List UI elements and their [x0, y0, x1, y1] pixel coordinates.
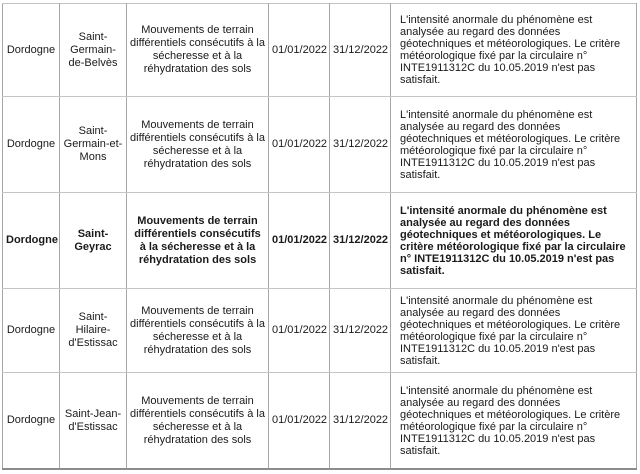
cell-phenomene: Mouvements de terrain différentiels consécutifs à la sécheresse et à la réhydratation des sols: [127, 97, 269, 193]
table-row-emphasized: [3, 193, 637, 289]
cell-commune: Saint-Geyrac: [60, 193, 127, 289]
cell-commune: Saint-Germain-de-Belvès: [60, 4, 127, 97]
cell-motivation: L'intensité anormale du phénomène est analysée au regard des données géotechniques et météorologiques. Le critère météorologique fixé par la circulaire n° INTE1911312C du 10.05.2019 n'est pas satisfait.: [391, 289, 637, 373]
cell-commune: Saint-Germain-et-Mons: [60, 97, 127, 193]
table-row: [3, 373, 637, 470]
catnat-table: [2, 3, 637, 470]
cell-phenomene: Mouvements de terrain différentiels consécutifs à la sécheresse et à la réhydratation des sols: [127, 373, 269, 470]
table-row: [3, 289, 637, 373]
cell-motivation: L'intensité anormale du phénomène est analysée au regard des données géotechniques et météorologiques. Le critère météorologique fixé par la circulaire n° INTE1911312C du 10.05.2019 n'est pas satisfait.: [391, 193, 637, 289]
cell-departement: Dordogne: [3, 373, 60, 470]
cell-date-debut: 01/01/2022: [269, 193, 330, 289]
cell-departement: Dordogne: [3, 289, 60, 373]
cell-date-fin: 31/12/2022: [330, 373, 391, 470]
cell-commune: Saint-Jean-d'Estissac: [60, 373, 127, 470]
cell-date-debut: 01/01/2022: [269, 289, 330, 373]
cell-date-fin: 31/12/2022: [330, 97, 391, 193]
cell-motivation: L'intensité anormale du phénomène est analysée au regard des données géotechniques et météorologiques. Le critère météorologique fixé par la circulaire n° INTE1911312C du 10.05.2019 n'est pas satisfait.: [391, 4, 637, 97]
cell-date-fin: 31/12/2022: [330, 193, 391, 289]
cell-phenomene: Mouvements de terrain différentiels consécutifs à la sécheresse et à la réhydratation des sols: [127, 193, 269, 289]
cell-date-debut: 01/01/2022: [269, 4, 330, 97]
cell-date-fin: 31/12/2022: [330, 4, 391, 97]
cell-date-debut: 01/01/2022: [269, 97, 330, 193]
cell-departement: Dordogne: [3, 97, 60, 193]
cell-motivation: L'intensité anormale du phénomène est analysée au regard des données géotechniques et météorologiques. Le critère météorologique fixé par la circulaire n° INTE1911312C du 10.05.2019 n'est pas satisfait.: [391, 373, 637, 470]
table-row: [3, 4, 637, 97]
cell-date-debut: 01/01/2022: [269, 373, 330, 470]
cell-phenomene: Mouvements de terrain différentiels consécutifs à la sécheresse et à la réhydratation des sols: [127, 4, 269, 97]
cell-commune: Saint-Hilaire-d'Estissac: [60, 289, 127, 373]
cell-date-fin: 31/12/2022: [330, 289, 391, 373]
cell-phenomene: Mouvements de terrain différentiels consécutifs à la sécheresse et à la réhydratation des sols: [127, 289, 269, 373]
cell-departement: Dordogne: [3, 193, 60, 289]
table-row: [3, 97, 637, 193]
cell-motivation: L'intensité anormale du phénomène est analysée au regard des données géotechniques et météorologiques. Le critère météorologique fixé par la circulaire n° INTE1911312C du 10.05.2019 n'est pas satisfait.: [391, 97, 637, 193]
cell-departement: Dordogne: [3, 4, 60, 97]
